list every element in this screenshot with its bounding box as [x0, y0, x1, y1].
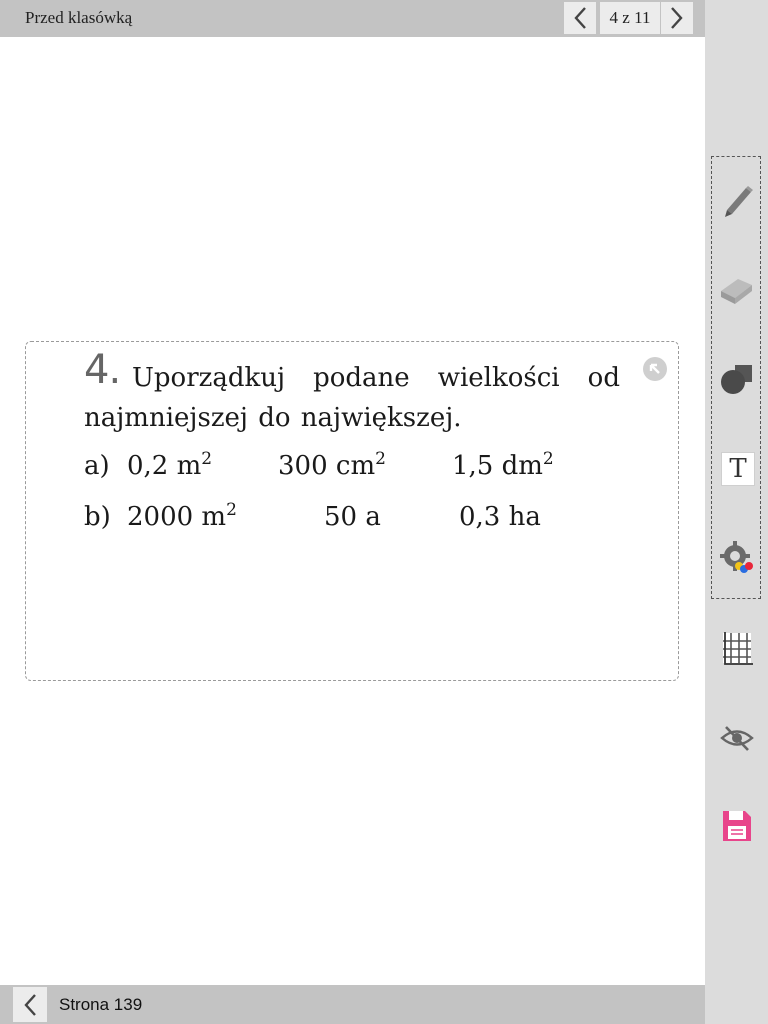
chevron-left-icon	[573, 6, 587, 30]
shapes-icon	[718, 359, 756, 397]
page-number-label: Strona 139	[59, 995, 143, 1014]
pencil-tool[interactable]	[717, 180, 757, 220]
text-icon: T	[721, 452, 755, 486]
color-settings-icon	[719, 539, 755, 575]
grid-icon	[720, 630, 754, 666]
hide-tool[interactable]	[717, 718, 757, 758]
prompt-word: Uporządkuj	[132, 363, 286, 393]
row-b-value-3: 0,3 ha	[459, 502, 541, 532]
page-counter: 4 z 11	[600, 2, 660, 34]
row-b-value-1: 2000 $m^2$	[127, 500, 237, 532]
text-tool[interactable]	[718, 449, 758, 489]
save-icon	[720, 808, 754, 844]
previous-page-button[interactable]	[564, 2, 596, 34]
prompt-word: wielkości	[437, 363, 560, 393]
pencil-icon	[719, 182, 755, 218]
eraser-icon	[718, 271, 756, 305]
collapse-exercise-button[interactable]	[643, 357, 667, 381]
row-a-value-2: 300 $cm^2$	[278, 449, 386, 481]
color-settings-tool[interactable]	[717, 537, 757, 577]
prompt-word: podane	[313, 363, 410, 393]
eraser-tool[interactable]	[717, 268, 757, 308]
hide-eye-icon	[719, 722, 755, 754]
exercise-prompt-line2: najmniejszej do największej.	[84, 403, 462, 433]
back-button[interactable]	[13, 987, 47, 1022]
arrow-up-left-icon	[647, 361, 663, 377]
chapter-title: Przed klasówką	[25, 8, 133, 27]
row-a-value-3: 1,5 $dm^2$	[452, 449, 554, 481]
row-b-value-2: 50 a	[324, 502, 381, 532]
row-a-label: a)	[84, 451, 110, 481]
prompt-word: od	[587, 363, 620, 393]
grid-tool[interactable]	[717, 628, 757, 668]
row-b-label: b)	[84, 502, 111, 532]
bottom-bar	[0, 985, 705, 1024]
next-page-button[interactable]	[661, 2, 693, 34]
chevron-left-icon	[23, 993, 37, 1017]
save-button[interactable]	[717, 806, 757, 846]
exercise-prompt-line1	[132, 363, 620, 393]
shapes-tool[interactable]	[717, 358, 757, 398]
chevron-right-icon	[670, 6, 684, 30]
row-a-value-1: 0,2 $m^2$	[127, 449, 213, 481]
exercise-number: 4.	[84, 347, 121, 393]
